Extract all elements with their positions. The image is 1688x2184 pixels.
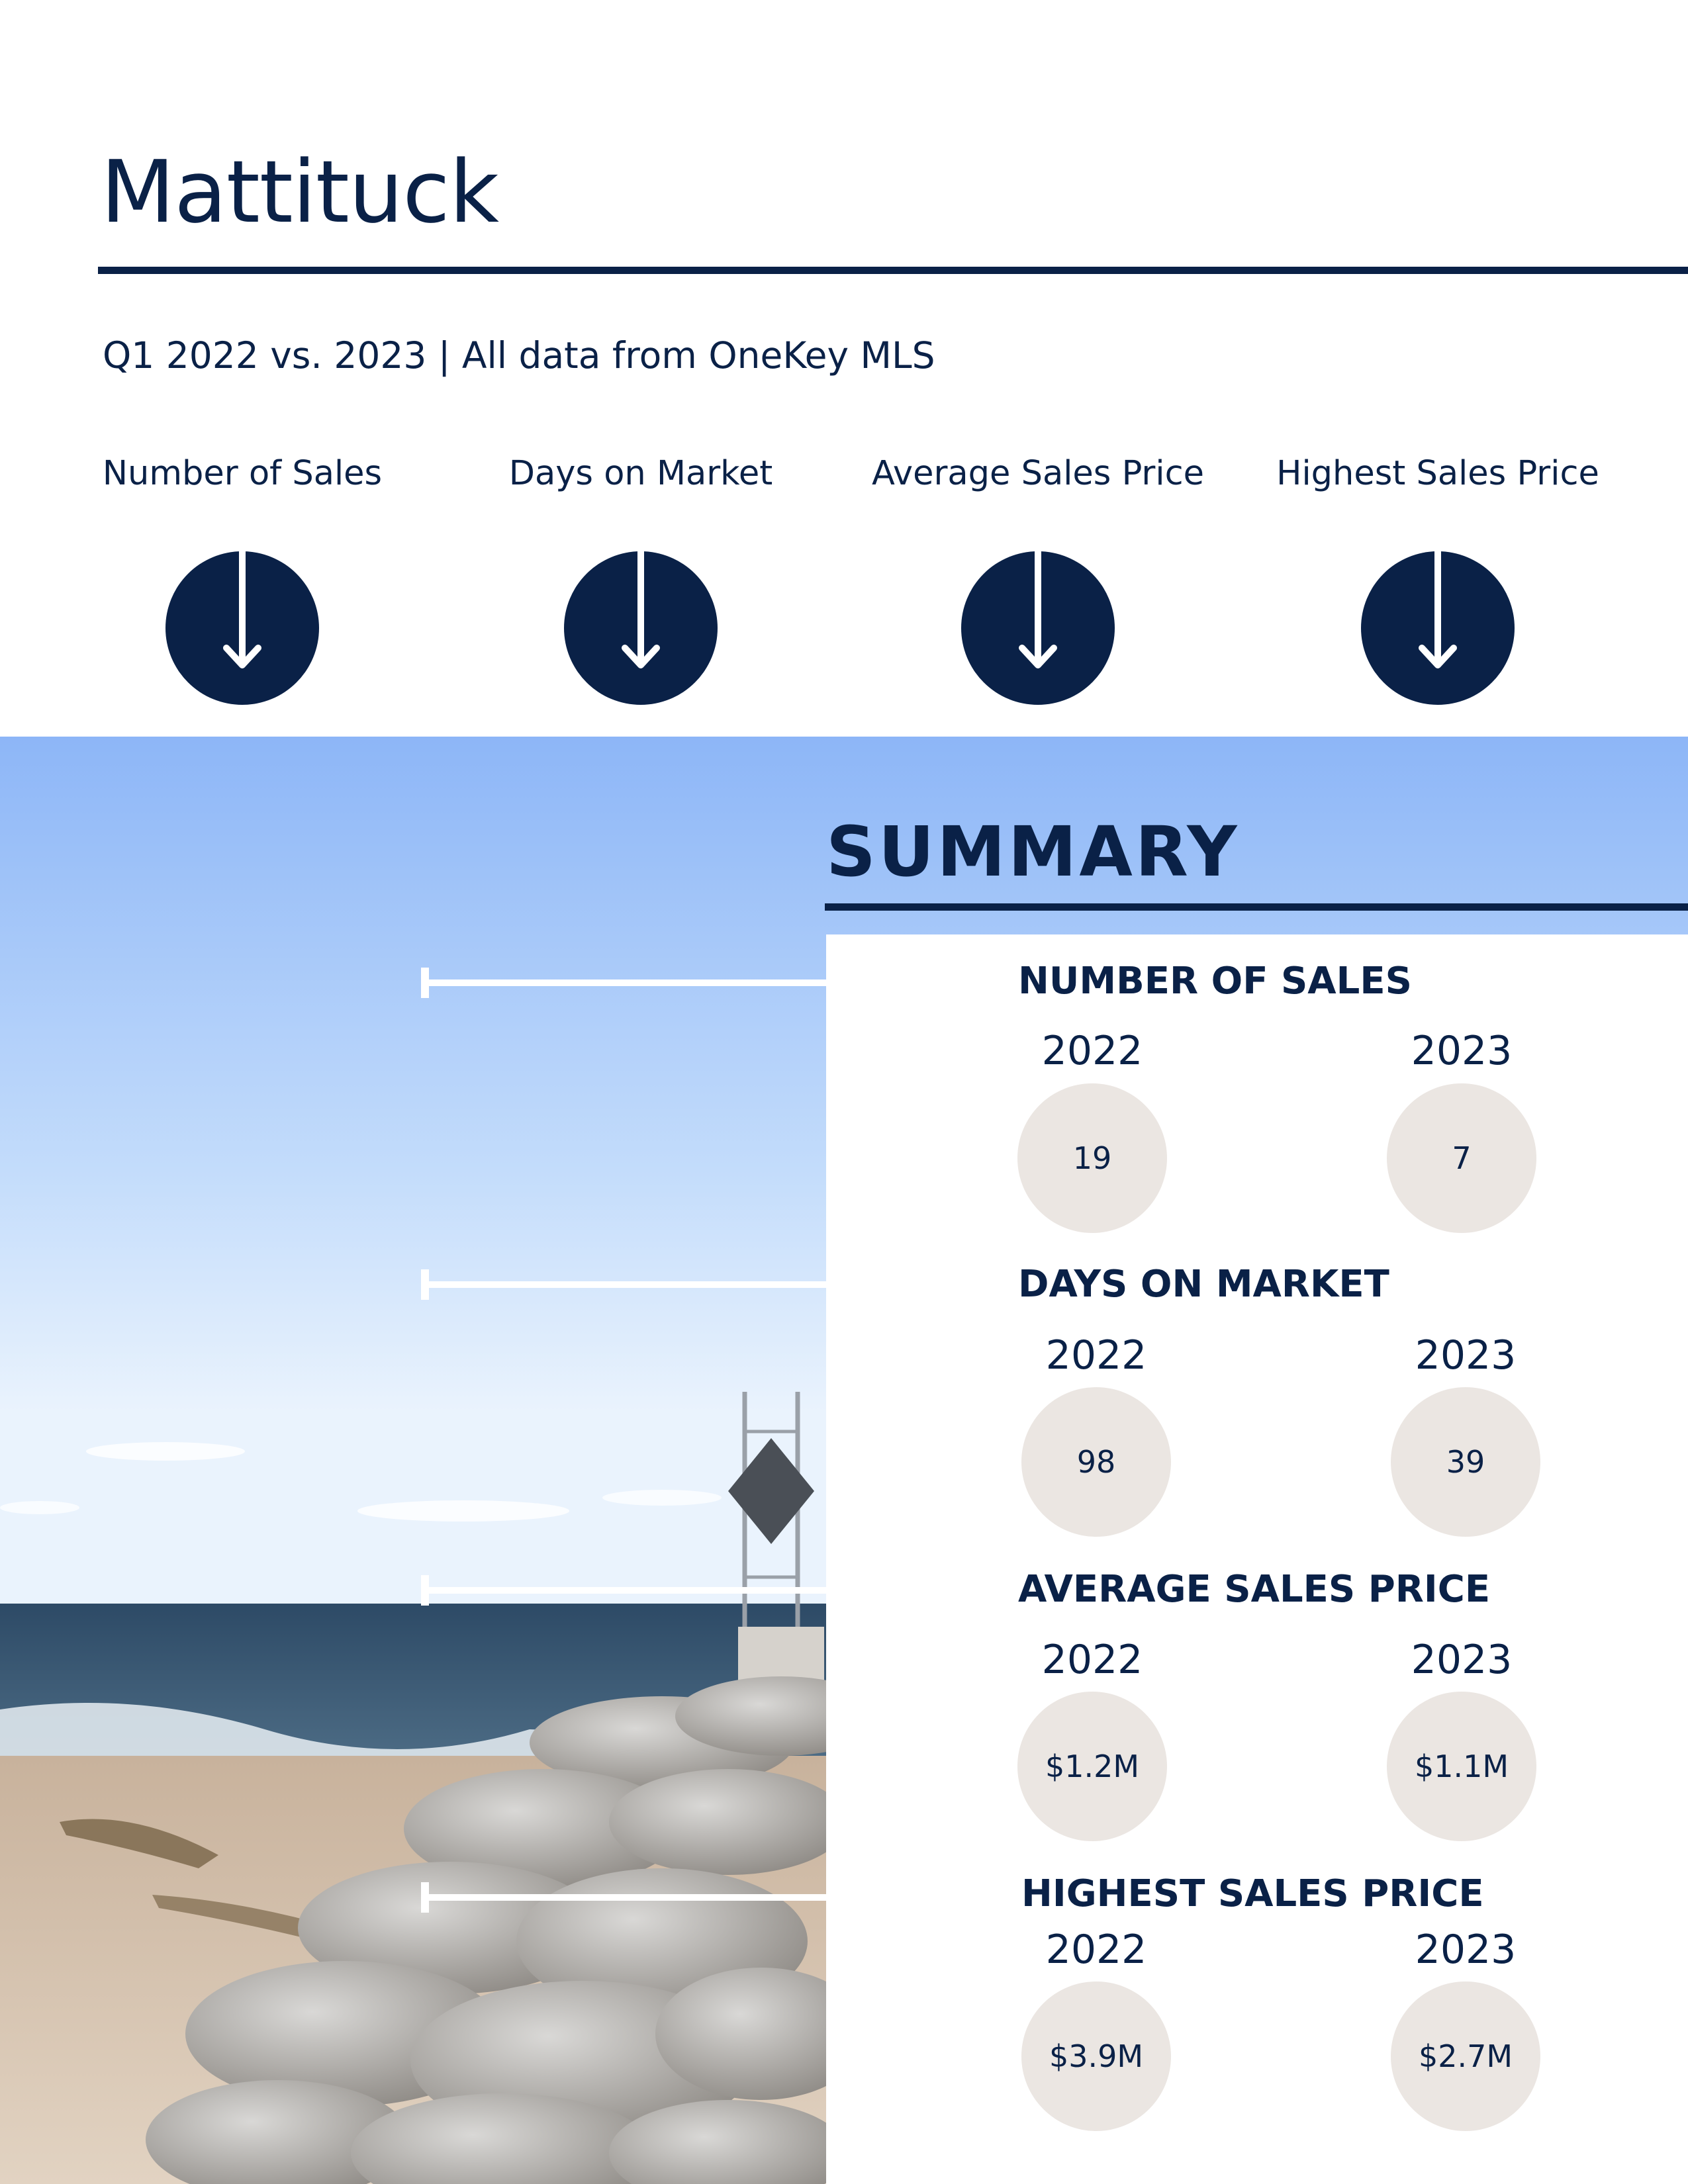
down-arrow-icon (564, 551, 718, 705)
connector-line (421, 1894, 826, 1901)
stat-value-2023: $2.7M (1391, 1981, 1540, 2131)
metric-label: Days on Market (508, 454, 773, 493)
stat-title-number-of-sales: NUMBER OF SALES (1018, 960, 1412, 1003)
metric-highest-sales-price (1239, 454, 1636, 705)
stat-value-2023: 39 (1391, 1387, 1540, 1537)
metric-average-sales-price (839, 454, 1237, 705)
metric-label: Number of Sales (102, 454, 383, 493)
summary-panel (826, 934, 1688, 2184)
connector-line (421, 1281, 826, 1288)
stat-value-2022: $3.9M (1021, 1981, 1171, 2131)
metric-label: Highest Sales Price (1276, 454, 1599, 493)
metric-label: Average Sales Price (871, 454, 1204, 493)
down-arrow-icon (1361, 551, 1515, 705)
stat-value-2022: 98 (1021, 1387, 1171, 1537)
stat-value-2022: $1.2M (1017, 1692, 1167, 1841)
connector-line (421, 979, 826, 986)
stat-year-2023: 2023 (1415, 1332, 1517, 1379)
stat-year-2022: 2022 (1041, 1637, 1143, 1683)
page-subtitle: Q1 2022 vs. 2023 | All data from OneKey MLS (103, 334, 935, 377)
stat-year-2023: 2023 (1415, 1927, 1517, 1973)
summary-heading: SUMMARY (826, 811, 1240, 892)
stat-year-2022: 2022 (1041, 1028, 1143, 1074)
stat-value-2023: 7 (1387, 1083, 1536, 1233)
stat-title-highest-sales-price: HIGHEST SALES PRICE (1021, 1872, 1484, 1915)
stat-title-days-on-market: DAYS ON MARKET (1018, 1263, 1389, 1306)
stat-value-2022: 19 (1017, 1083, 1167, 1233)
stat-value-2023: $1.1M (1387, 1692, 1536, 1841)
stat-title-average-sales-price: AVERAGE SALES PRICE (1018, 1568, 1491, 1611)
connector-line (421, 1587, 826, 1594)
title-divider (98, 267, 1688, 274)
metric-days-on-market (442, 454, 839, 705)
page-title: Mattituck (101, 142, 499, 242)
metric-number-of-sales (44, 454, 441, 705)
summary-divider (825, 903, 1688, 911)
stat-year-2022: 2022 (1045, 1927, 1147, 1973)
stat-year-2023: 2023 (1411, 1637, 1513, 1683)
stat-year-2023: 2023 (1411, 1028, 1513, 1074)
stat-year-2022: 2022 (1045, 1332, 1147, 1379)
down-arrow-icon (961, 551, 1115, 705)
down-arrow-icon (165, 551, 319, 705)
